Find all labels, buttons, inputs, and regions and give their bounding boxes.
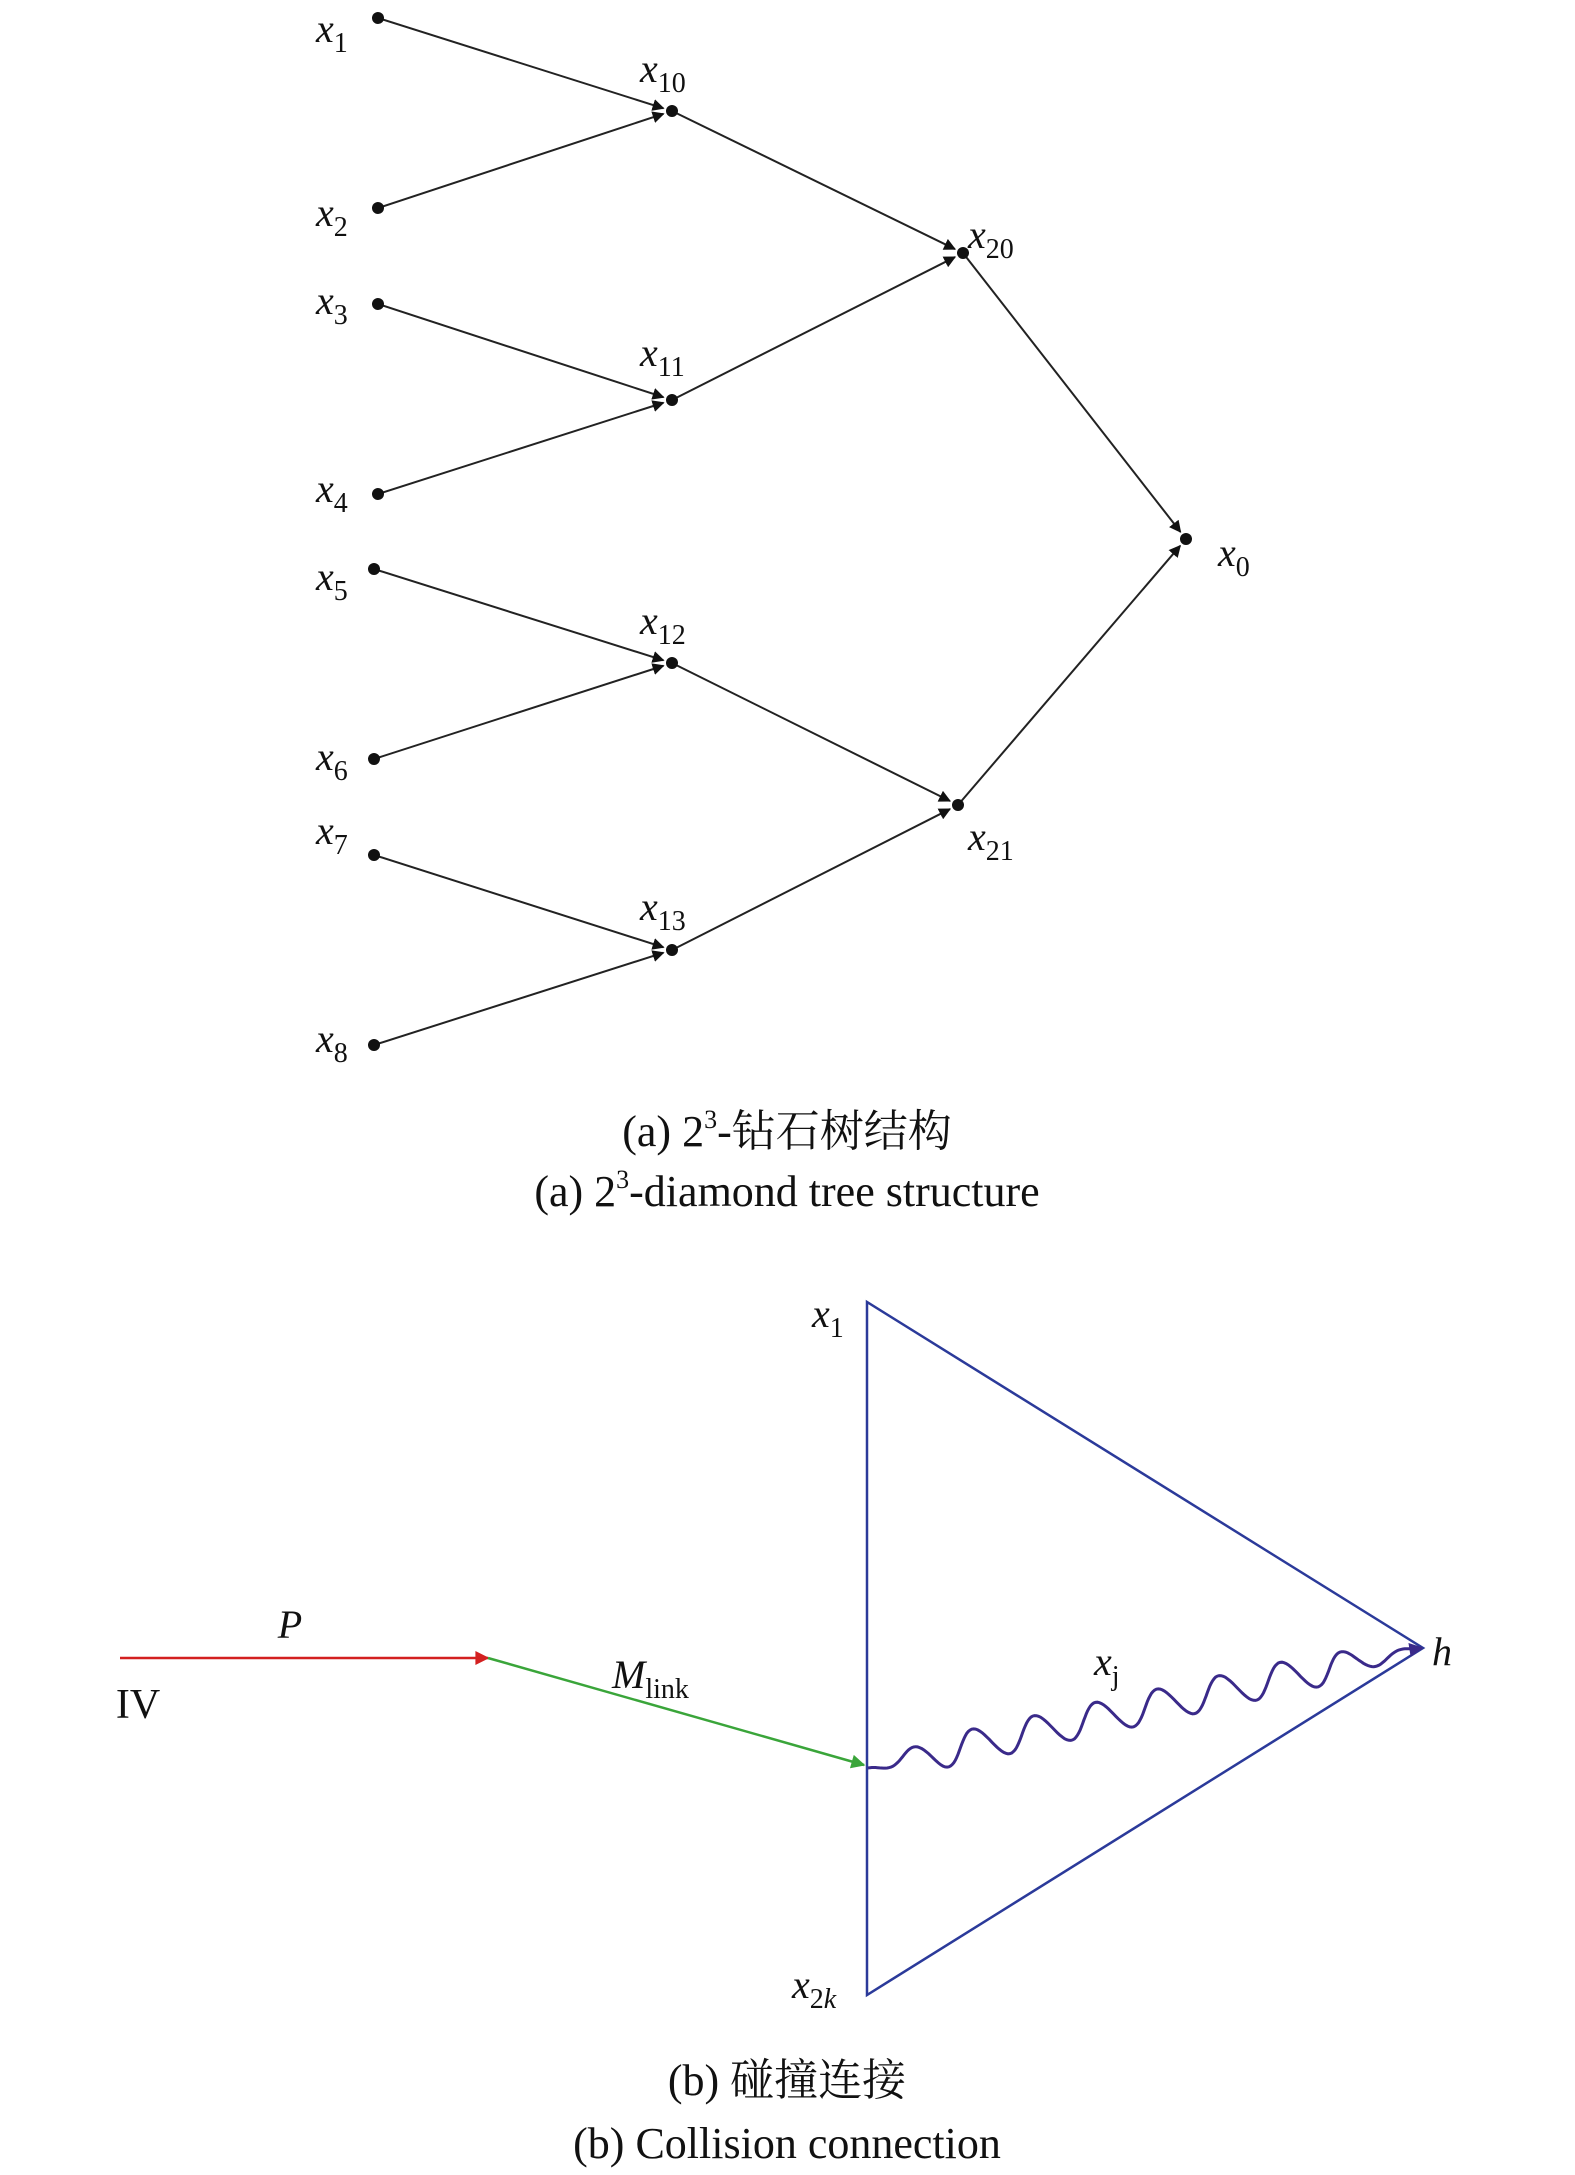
panel-a-diamond-tree: [315, 6, 1250, 1216]
leaf-label-3: x3: [316, 278, 348, 331]
leaf-label-5: x5: [316, 554, 348, 607]
edge-level1-2: [672, 663, 950, 801]
level1-node-3: [666, 944, 678, 956]
level2-label-21: x21: [968, 814, 1014, 867]
caption-b-chinese: (b) 碰撞连接: [667, 2056, 907, 2105]
edge-level1-1: [672, 257, 955, 400]
level1-node-0: [666, 105, 678, 117]
edge-leaf-6: [374, 666, 663, 759]
edge-leaf-8: [374, 953, 663, 1045]
level1-label-13: x13: [640, 884, 686, 937]
edge-leaf-1: [378, 18, 663, 108]
leaf-node-1: [372, 12, 384, 24]
leaf-node-6: [368, 753, 380, 765]
level2-label-20: x20: [968, 212, 1014, 265]
leaf-label-2: x2: [316, 190, 348, 243]
edge-leaf-7: [374, 855, 663, 947]
leaf-node-5: [368, 563, 380, 575]
caption-a-english: (a) $2^3$-diamond tree structure: [534, 1165, 1040, 1216]
level1-label-10: x10: [640, 46, 686, 99]
leaf-label-1: x1: [316, 6, 348, 59]
collision-triangle: [867, 1302, 1423, 1995]
iv-label: IV: [115, 1682, 161, 1728]
leaf-node-7: [368, 849, 380, 861]
level1-node-1: [666, 394, 678, 406]
leaf-label-7: x7: [316, 808, 348, 861]
edge-level1-0: [672, 111, 955, 249]
caption-a-chinese: (a) $2^3-$钻石树结构: [622, 1105, 952, 1156]
leaf-node-2: [372, 202, 384, 214]
edge-leaf-5: [374, 569, 663, 660]
edge-level2-0: [963, 253, 1180, 532]
caption-b-english: (b) Collision connection: [573, 2119, 1001, 2168]
leaf-node-4: [372, 488, 384, 500]
root-label-0: x0: [1218, 530, 1250, 583]
root-node: [1180, 533, 1192, 545]
edge-level2-1: [958, 546, 1180, 805]
level1-label-12: x12: [640, 598, 686, 651]
vertex-x1-label: x1: [812, 1291, 844, 1344]
edge-leaf-2: [378, 114, 663, 208]
edge-leaf-3: [378, 304, 663, 397]
xj-label: xj: [1094, 1639, 1120, 1692]
vertex-x2k-label: x2k: [792, 1962, 837, 2015]
leaf-node-3: [372, 298, 384, 310]
tree-edges: [374, 18, 1180, 1045]
edge-leaf-4: [378, 403, 663, 494]
leaf-label-6: x6: [316, 734, 348, 787]
hash-h-label: h: [1432, 1629, 1452, 1674]
mlink-label: Mlink: [612, 1652, 689, 1705]
panel-b-collision-connection: [116, 1291, 1452, 2168]
edge-level1-3: [672, 809, 950, 950]
wave-path-xj: [868, 1648, 1422, 1768]
level1-node-2: [666, 657, 678, 669]
level2-node-1: [952, 799, 964, 811]
level1-label-11: x11: [640, 330, 685, 383]
leaf-node-8: [368, 1039, 380, 1051]
leaf-label-8: x8: [316, 1016, 348, 1069]
leaf-label-4: x4: [316, 466, 348, 519]
p-label: P: [277, 1602, 303, 1647]
